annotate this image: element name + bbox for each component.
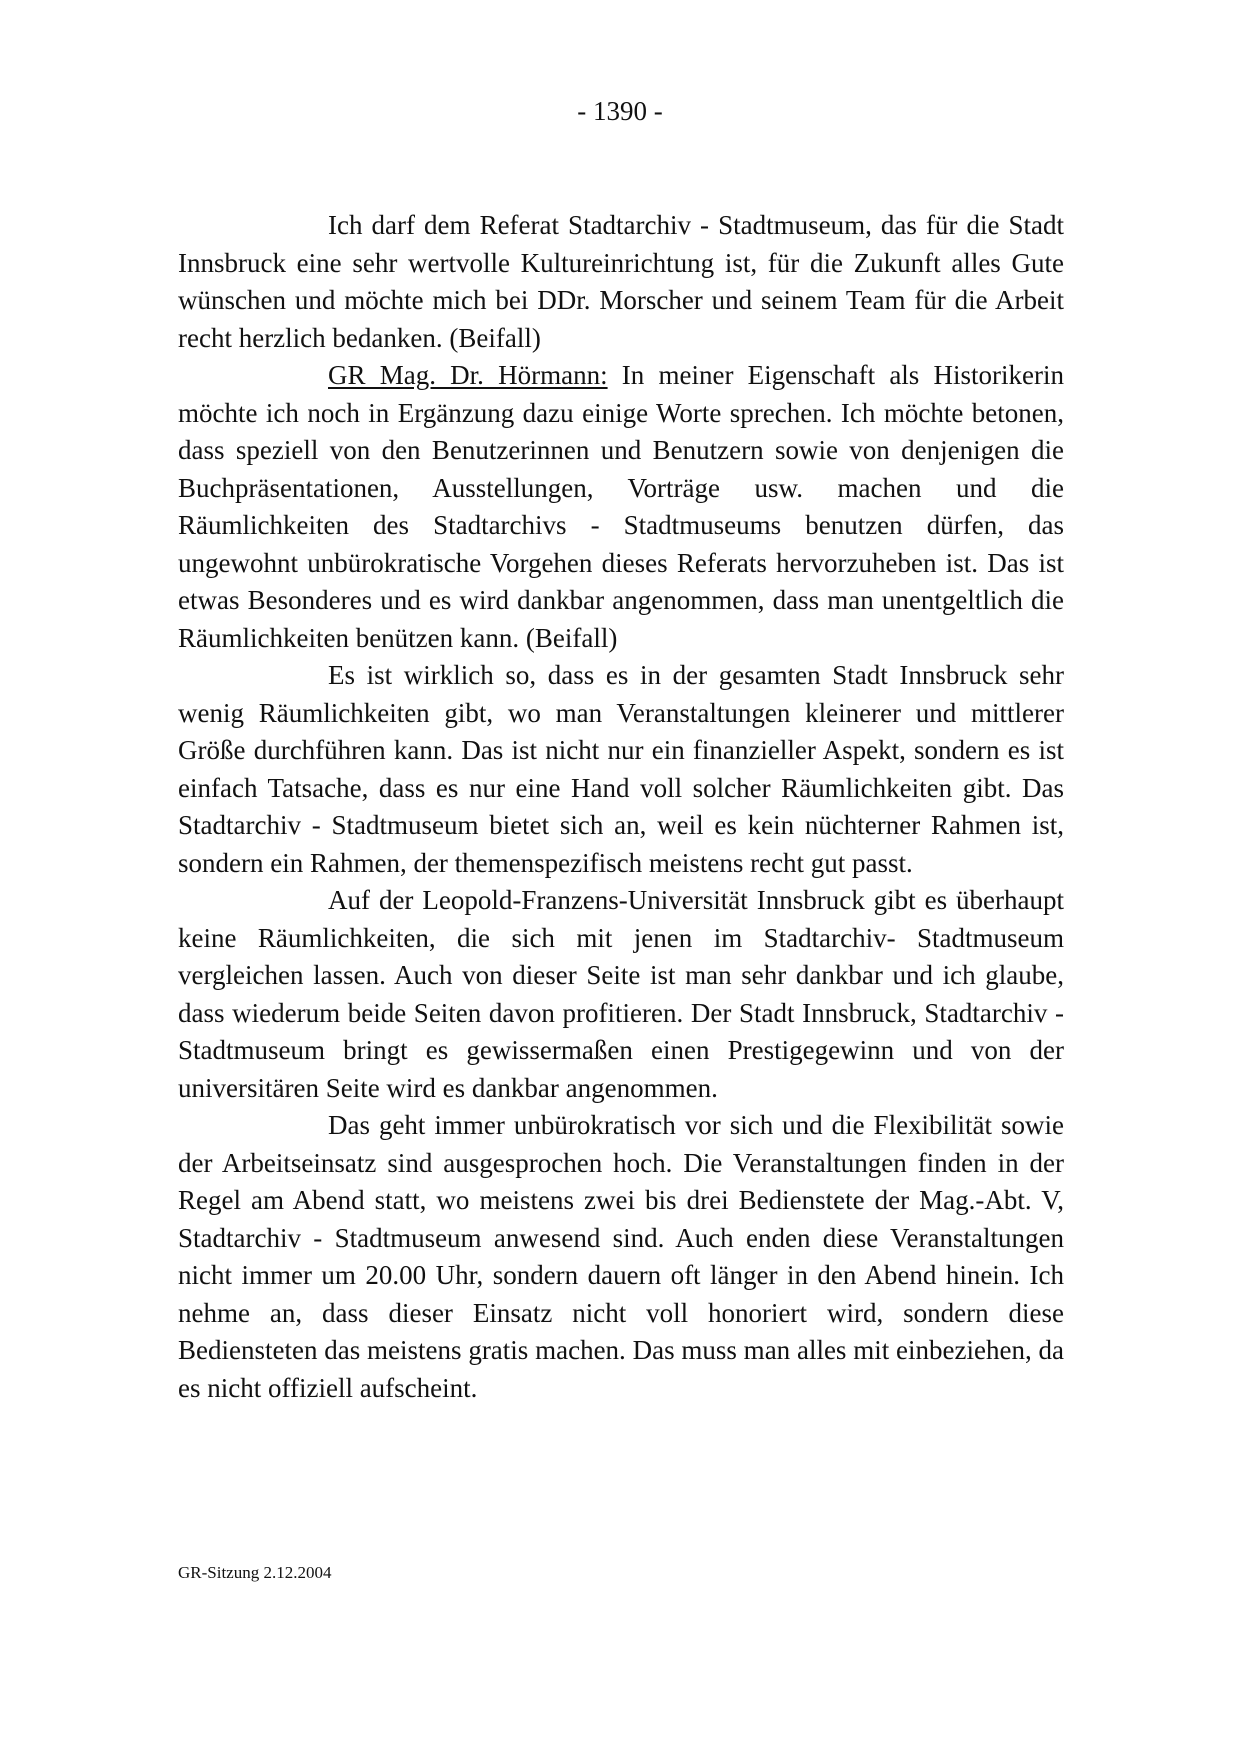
paragraph: Ich darf dem Referat Stadtarchiv - Stadtmuseum, das für die Stadt Innsbruck eine sehr wertvolle Kultureinrichtung ist, für die Zukunft alles Gute wünschen und möchte mich bei DDr. Morscher und seinem Team für die Arbeit recht herzlich bedanken. (Beifall) [178, 210, 1064, 353]
paragraph: Auf der Leopold-Franzens-Universität Innsbruck gibt es überhaupt keine Räumlichkeiten, die sich mit jenen im Stadtarchiv- Stadtmuseum vergleichen lassen. Auch von dieser Seite ist man sehr dankbar und ich glaube, dass wiederum beide Seiten davon profitieren. Der Stadt Innsbruck, Stadtarchiv - Stadtmuseum bringt es gewissermaßen einen Prestigegewinn und von der universitären Seite wird es dankbar angenommen. [178, 885, 1064, 1103]
page-number: - 1390 - [577, 96, 663, 126]
document-body [178, 207, 1064, 1407]
paragraph: Das geht immer unbürokratisch vor sich und die Flexibilität sowie der Arbeitseinsatz sind ausgesprochen hoch. Die Veranstaltungen finden in der Regel am Abend statt, wo meistens zwei bis drei Bedienstete der Mag.-Abt. V, Stadtarchiv - Stadtmuseum anwesend sind. Auch enden diese Veranstaltungen nicht immer um 20.00 Uhr, sondern dauern oft länger in den Abend hinein. Ich nehme an, dass dieser Einsatz nicht voll honoriert wird, sondern diese Bediensteten das meistens gratis machen. Das muss man alles mit einbeziehen, da es nicht offiziell aufscheint. [178, 1110, 1064, 1403]
speaker-name: GR Mag. Dr. Hörmann: [328, 360, 608, 390]
paragraph-speaker [178, 357, 1064, 657]
paragraph: Es ist wirklich so, dass es in der gesamten Stadt Innsbruck sehr wenig Räumlichkeiten gibt, wo man Veranstaltungen kleinerer und mittlerer Größe durchführen kann. Das ist nicht nur ein finanzieller Aspekt, sondern es ist einfach Tatsache, dass es nur eine Hand voll solcher Räumlichkeiten gibt. Das Stadtarchiv - Stadtmuseum bietet sich an, weil es kein nüchterner Rahmen ist, sondern ein Rahmen, der themenspezifisch meistens recht gut passt. [178, 660, 1064, 878]
speaker-statement: In meiner Eigenschaft als Historikerin möchte ich noch in Ergänzung dazu einige Worte sprechen. Ich möchte betonen, dass speziell von den Benutzerinnen und Benutzern sowie von denjenigen die Buchpräsentationen, Ausstellungen, Vorträge usw. machen und die Räumlichkeiten des Stadtarchivs - Stadtmuseums benutzen dürfen, das ungewohnt unbürokratische Vorgehen dieses Referats hervorzuheben ist. Das ist etwas Besonderes und es wird dankbar angenommen, dass man unentgeltlich die Räumlichkeiten benützen kann. (Beifall) [178, 360, 1064, 653]
footer-session-label: GR-Sitzung 2.12.2004 [178, 1563, 332, 1582]
